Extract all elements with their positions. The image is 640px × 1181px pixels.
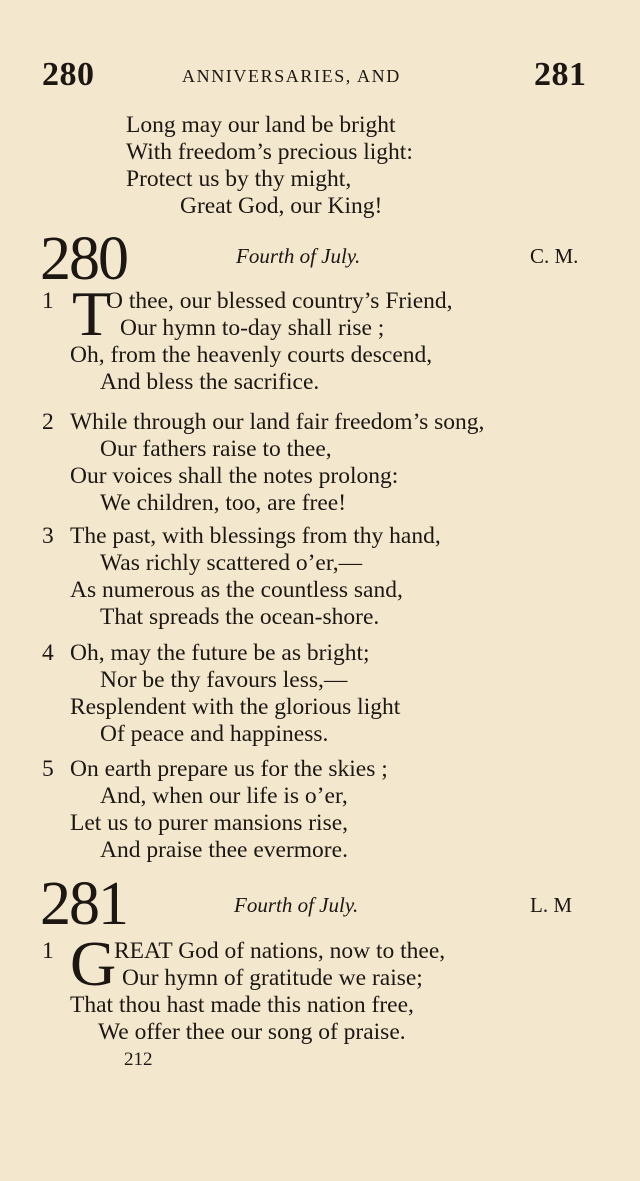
verse-line: Resplendent with the glorious light [70, 694, 401, 720]
verse-line: On earth prepare us for the skies ; [70, 756, 388, 782]
hymn-number: 281 [40, 870, 127, 938]
verse-number: 1 [42, 938, 54, 964]
header-title: ANNIVERSARIES, AND [182, 66, 401, 86]
continuation-line: Long may our land be bright [126, 112, 396, 138]
verse-line: And praise thee evermore. [100, 837, 348, 863]
verse-line: Oh, from the heavenly courts descend, [70, 342, 433, 368]
verse-line: Let us to purer mansions rise, [70, 810, 349, 836]
verse-line: While through our land fair freedom’s song, [70, 409, 485, 435]
verse-line: REAT God of nations, now to thee, [114, 938, 446, 964]
verse-line: Our hymn of gratitude we raise; [122, 965, 423, 991]
verse-line: That spreads the ocean-shore. [100, 604, 380, 630]
verse-number: 2 [42, 409, 54, 435]
continuation-line: Great God, our King! [180, 193, 383, 219]
verse-number: 5 [42, 756, 54, 782]
verse-line: We children, too, are free! [100, 490, 347, 516]
verse-number: 3 [42, 523, 54, 549]
verse-line: Our fathers raise to thee, [100, 436, 332, 462]
verse-line: As numerous as the countless sand, [70, 577, 403, 603]
verse-line: That thou hast made this nation free, [70, 992, 414, 1018]
verse-line: Oh, may the future be as bright; [70, 640, 370, 666]
verse-line: Of peace and happiness. [100, 721, 329, 747]
hymn-meter: C. M. [530, 244, 579, 268]
verse-line: We offer thee our song of praise. [98, 1019, 406, 1045]
verse-line: And, when our life is o’er, [100, 783, 348, 809]
verse-line: Our voices shall the notes prolong: [70, 463, 399, 489]
verse-line: Our hymn to-day shall rise ; [120, 315, 385, 341]
page-number: 212 [124, 1049, 153, 1070]
hymn-number: 280 [40, 225, 127, 293]
verse-number: 1 [42, 288, 54, 314]
verse-line: And bless the sacrifice. [100, 369, 320, 395]
verse-line: O thee, our blessed country’s Friend, [106, 288, 453, 314]
header-right-number: 281 [534, 56, 587, 93]
hymn-occasion: Fourth of July. [236, 244, 361, 268]
header-left-number: 280 [42, 56, 95, 93]
continuation-line: Protect us by thy might, [126, 166, 352, 192]
hymn-meter: L. M [530, 893, 572, 917]
drop-cap: G [70, 928, 117, 999]
hymn-occasion: Fourth of July. [234, 893, 359, 917]
verse-number: 4 [42, 640, 54, 666]
verse-line: The past, with blessings from thy hand, [70, 523, 441, 549]
drop-cap: T [72, 278, 112, 349]
verse-line: Was richly scattered o’er,— [100, 550, 363, 576]
continuation-line: With freedom’s precious light: [126, 139, 413, 165]
verse-line: Nor be thy favours less,— [100, 667, 348, 693]
